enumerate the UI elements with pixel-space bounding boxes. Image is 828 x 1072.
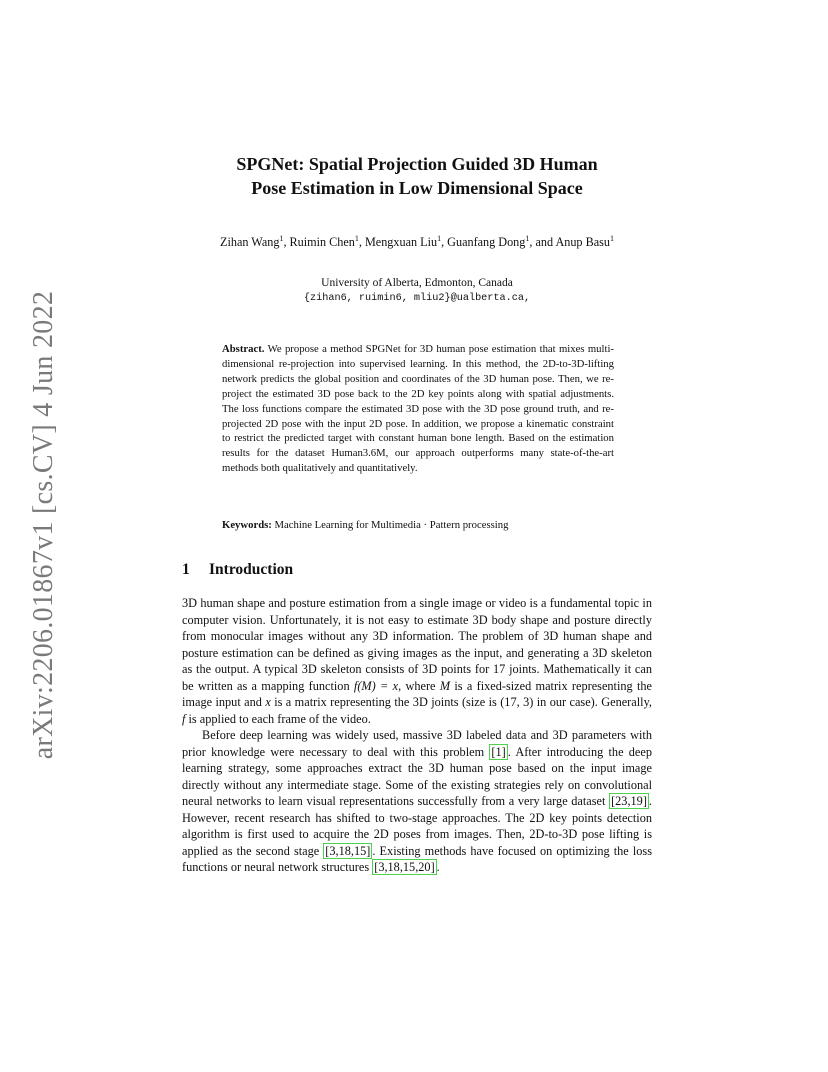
math-inline: f(M) = x [353, 678, 399, 693]
citation-link[interactable]: [3,18,15,20] [374, 860, 435, 874]
keywords [222, 518, 614, 533]
keywords-text: Machine Learning for Multimedia · Pattern processing [274, 519, 509, 531]
paragraph: 3D human shape and posture estimation from a single image or video is a fundamental topic in computer vision. Unfortunately, it is not easy to estimate 3D body shape and posture directly from monocular images without any 3D information. The problem of 3D human shape and posture estimation can be defined as giving images as the input, and generating a 3D skeleton as the output. A typical 3D skeleton consists of 3D points for 17 joints. Mathematically it can be written as a mapping function f(M) = x, where M is a fixed-sized matrix representing the image input and x is a matrix representing the 3D joints (size is (17, 3) in our case). Generally, f is applied to each frame of the video. [182, 596, 652, 726]
keywords-label: Keywords: [222, 519, 272, 531]
author-name: Anup Basu [555, 235, 610, 250]
math-inline: x [265, 695, 271, 709]
section-heading [182, 560, 652, 580]
citation-link[interactable]: [3,18,15] [325, 843, 371, 858]
title-line-1: SPGNet: Spatial Projection Guided 3D Human [236, 154, 598, 174]
author-list: Zihan Wang$^1$, Ruimin Chen$^1$, Mengxuan Liu$^1$, Guanfang Dong$^1$, and Anup Basu$^1$ [220, 234, 614, 250]
arxiv-identifier: arXiv:2206.01867v1 [cs.CV] 4 Jun 2022 [28, 290, 59, 760]
title-line-2: Pose Estimation in Low Dimensional Space [251, 178, 583, 198]
affiliation-block [182, 275, 652, 307]
abstract-label: Abstract. [222, 343, 265, 355]
author-name: Guanfang Dong [447, 235, 526, 250]
section-title: Introduction [209, 561, 294, 578]
affiliation: University of Alberta, Edmonton, Canada [321, 277, 513, 289]
paragraph: Before deep learning was widely used, massive 3D labeled data and 3D parameters with prior knowledge were necessary to deal with this problem [1] . After introducing the deep learning strategy, some approaches extract the 3D human pose based on the input image directly without any intermediate stage. Some of the existing strategies rely on convolutional neural networks to learn visual representations successfully from a very large dataset [23,19] . However, recent research has shifted to two-stage approaches. The 2D key points detection algorithm is first used to acquire the 2D poses from images. Then, 2D-to-3D pose lifting is applied as the second stage [3,18,15] . Existing methods have focused on optimizing the loss functions or neural network structures [3,18,15,20] . [182, 728, 652, 874]
math-inline: f [182, 711, 186, 726]
author-emails: {zihan6, ruimin6, mliu2}@ualberta.ca, [303, 293, 531, 304]
citation-link[interactable]: [1] [491, 744, 506, 759]
paper-title [182, 152, 652, 200]
abstract-text: We propose a method SPGNet for 3D human pose estimation that mixes multi-dimensional re-projection into supervised learning. In this method, the 2D-to-3D-lifting network predicts the global position and coordinates of the 3D human pose. Then, we re-project the estimated 3D pose back to the 2D key points along with spatial adjustments. The loss functions compare the estimated 3D pose with the 3D pose ground truth, and re-projected 2D pose with the input 2D pose. In addition, we propose a kinematic constraint to restrict the predicted target with constant human bone length. Based on the estimation results for the dataset Human3.6M, our approach outperforms many state-of-the-art methods both qualitatively and quantitatively. [222, 343, 614, 475]
citation-link[interactable]: [23,19] [611, 794, 647, 808]
arxiv-side-stamp [14, 290, 74, 760]
section-number: 1 [182, 561, 190, 578]
abstract [222, 342, 614, 476]
section-body [182, 595, 652, 876]
author-name: Ruimin Chen [289, 235, 355, 250]
math-inline: M [439, 678, 451, 693]
author-name: Mengxuan Liu [364, 235, 438, 250]
author-name: Zihan Wang [220, 235, 280, 250]
